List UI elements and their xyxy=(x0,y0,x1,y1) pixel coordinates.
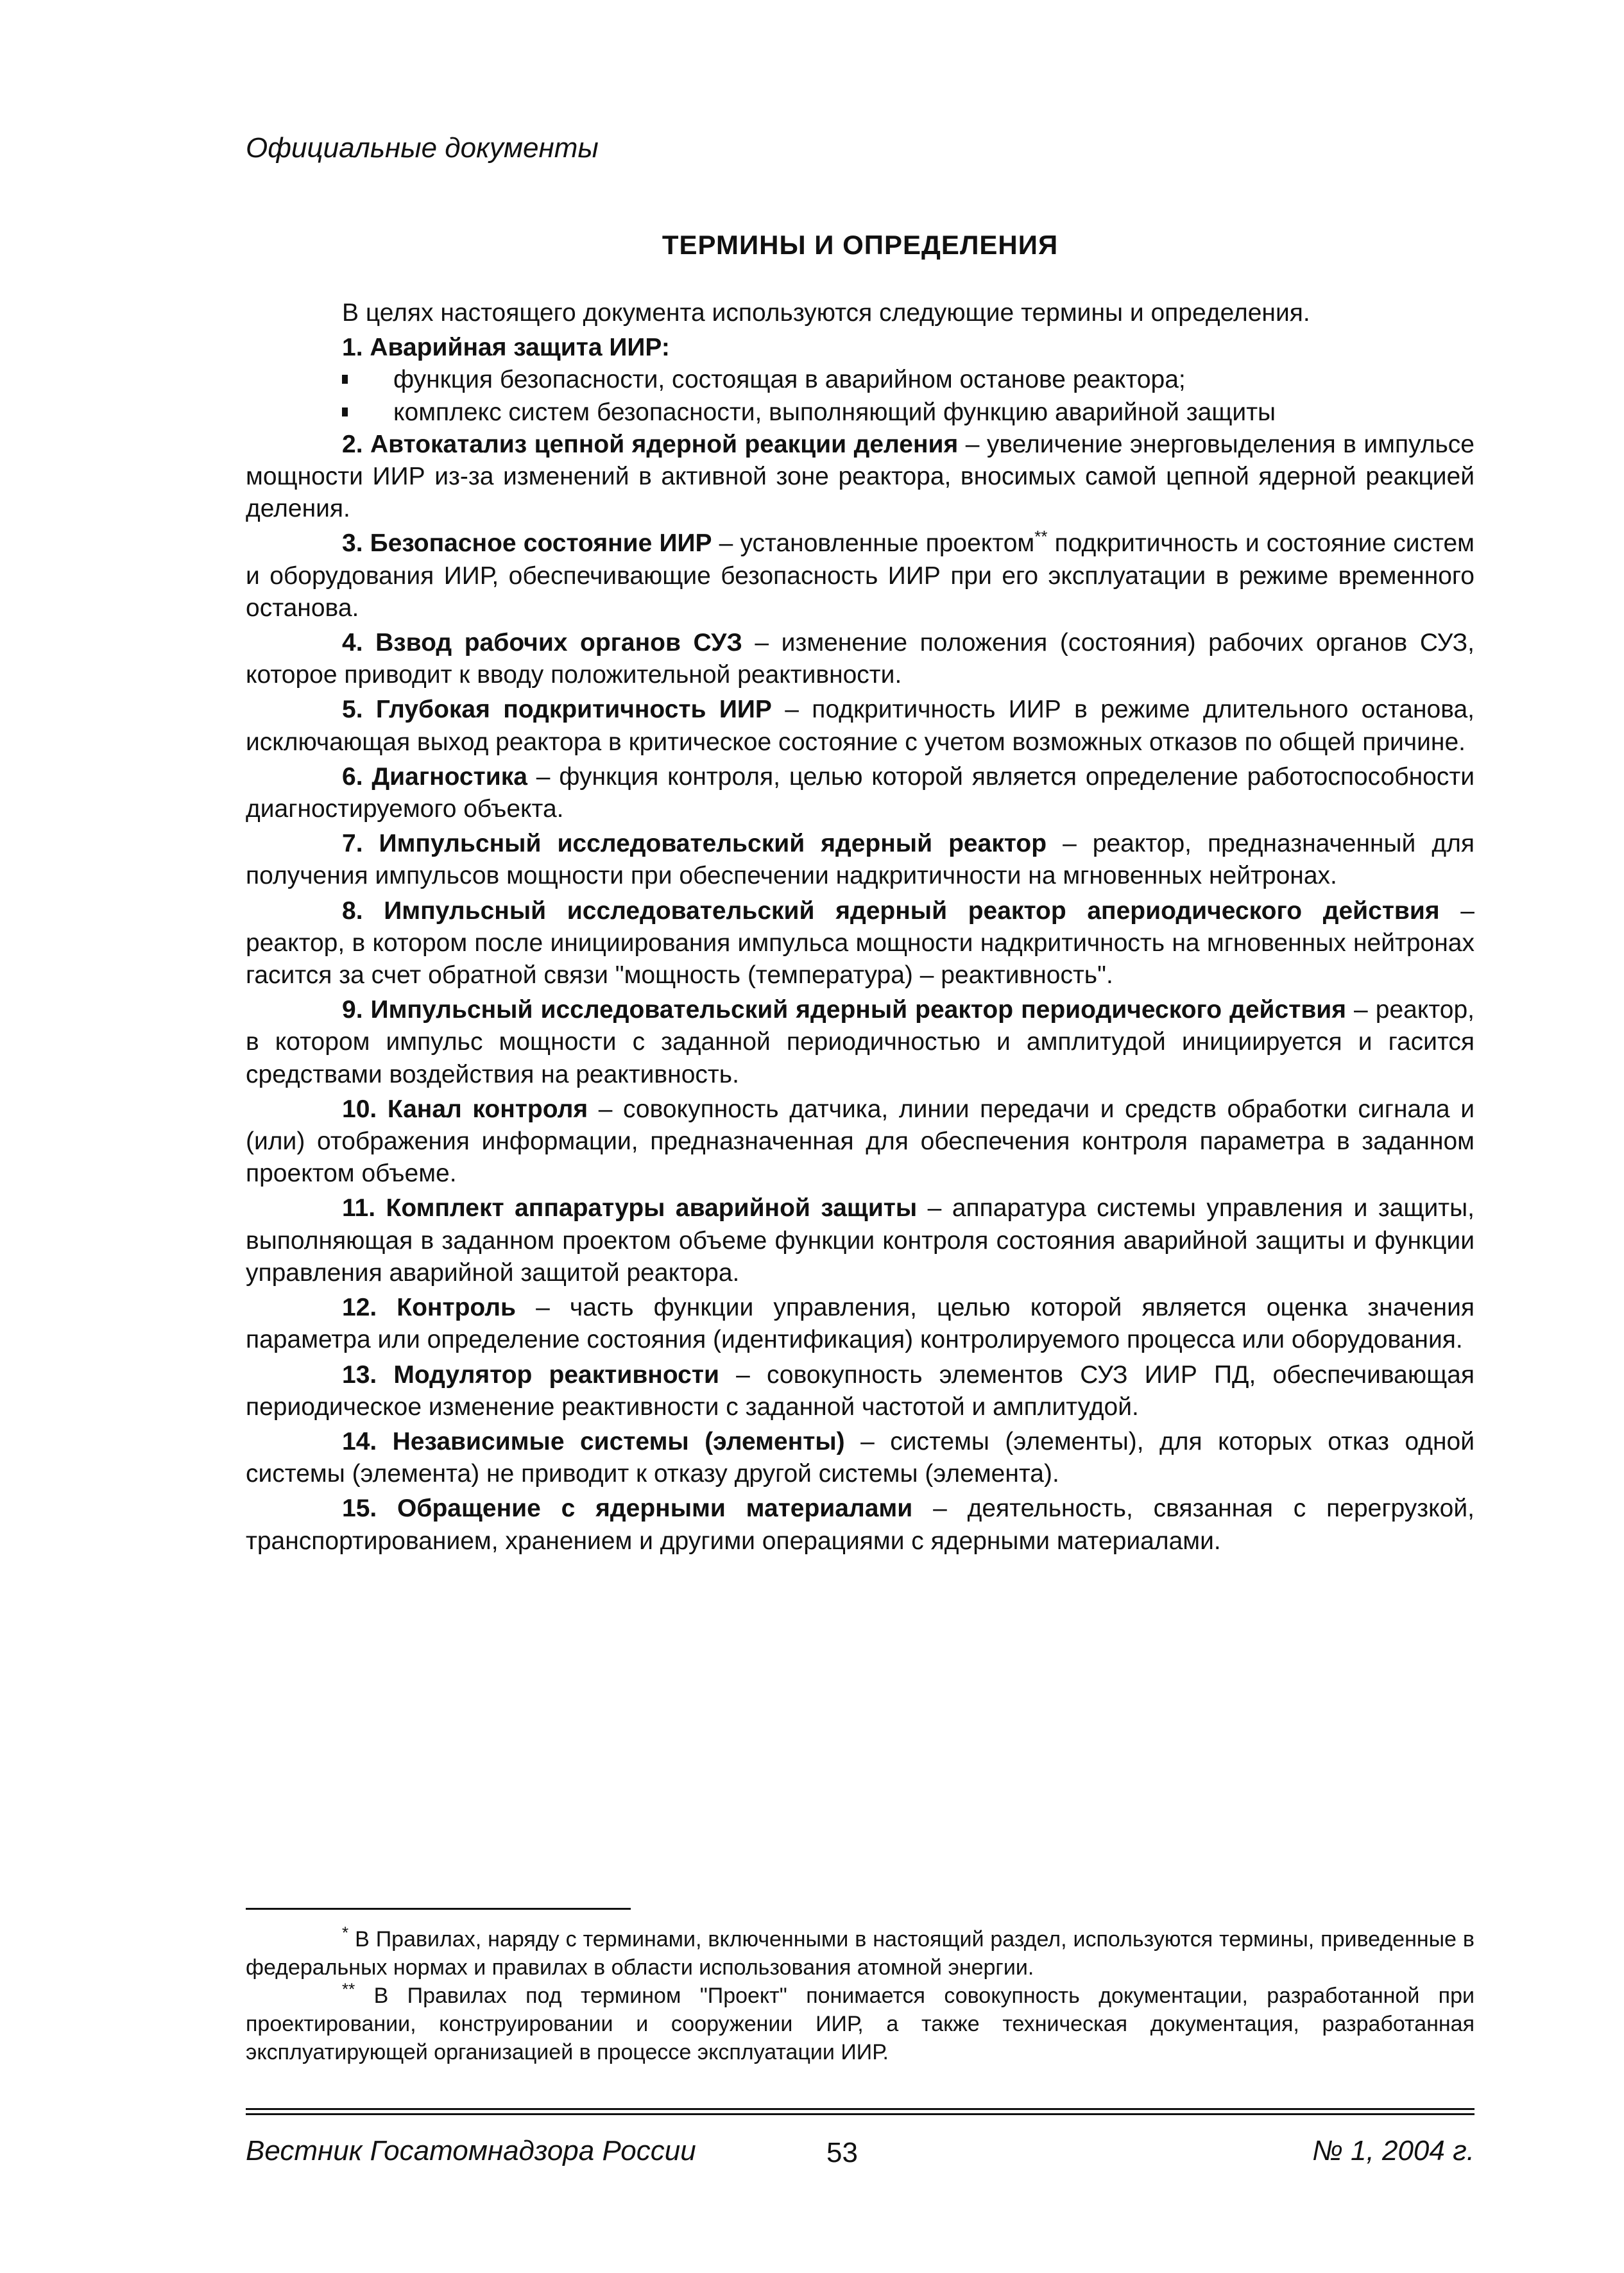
footer-issue: № 1, 2004 г. xyxy=(1312,2135,1474,2166)
square-bullet-icon xyxy=(342,375,348,384)
term-8 xyxy=(246,895,1474,992)
term-10-definition: – совокупность датчика, линии передачи и средств обработки сигнала и (или) отображения информации, предназначенная для обеспечения контроля параметра в заданном проектом объеме. xyxy=(246,1095,1475,1188)
footnote-1-text: В Правилах, наряду с терминами, включенными в настоящий раздел, используются термины, приведенные в федеральных нормах и правилах в области использования атомной энергии. xyxy=(246,1927,1474,1980)
page-title: ТЕРМИНЫ И ОПРЕДЕЛЕНИЯ xyxy=(662,230,1059,260)
term-3-title: 3. Безопасное состояние ИИР xyxy=(342,529,712,558)
term-6 xyxy=(246,761,1474,825)
footer-page-number: 53 xyxy=(826,2137,858,2168)
footer-divider-bottom xyxy=(246,2113,1474,2115)
square-bullet-icon xyxy=(342,407,348,416)
term-3 xyxy=(246,528,1474,624)
term-12-title: 12. Контроль xyxy=(342,1294,517,1322)
term-11 xyxy=(246,1192,1474,1289)
term-5-title: 5. Глубокая подкритичность ИИР xyxy=(342,696,772,724)
term-5-definition: – подкритичность ИИР в режиме длительного останова, исключающая выход реактора в критическое состояние с учетом возможных отказов по общей причине. xyxy=(246,696,1475,756)
term-13-definition: – совокупность элементов СУЗ ИИР ПД, обеспечивающая периодическое изменение реактивности с заданной частотой и амплитудой. xyxy=(246,1360,1474,1421)
section-header: Официальные документы xyxy=(246,132,599,164)
term-9-title: 9. Импульсный исследовательский ядерный реактор периодического действия xyxy=(342,996,1347,1024)
term-4 xyxy=(246,627,1474,691)
term-11-definition: – аппаратура системы управления и защиты, выполняющая в заданном проектом объеме функции контроля состояния аварийной защиты и функции управления аварийной защитой реактора. xyxy=(246,1194,1474,1287)
term-9 xyxy=(246,994,1474,1091)
term-8-title: 8. Импульсный исследовательский ядерный реактор апериодического действия xyxy=(342,896,1440,925)
term-11-title: 11. Комплект аппаратуры аварийной защиты xyxy=(342,1194,918,1222)
term-1-title: 1. Аварийная защита ИИР: xyxy=(342,334,670,362)
term-15 xyxy=(246,1493,1474,1557)
bullet-item: комплекс систем безопасности, выполняющий функцию аварийной защиты xyxy=(342,397,1474,429)
term-3-definition: – установленные проектом xyxy=(712,529,1035,558)
bullet-item: функция безопасности, состоящая в аварийном останове реактора; xyxy=(342,364,1474,396)
term-9-definition: – реактор, в котором импульс мощности с заданной периодичностью и амплитудой инициируется и гасится средствами воздействия на реактивность. xyxy=(246,996,1474,1088)
footnote-separator xyxy=(246,1908,631,1910)
term-4-definition: – изменение положения (состояния) рабочих органов СУЗ, которое приводит к вводу положительной реактивности. xyxy=(246,629,1474,689)
term-12-definition: – часть функции управления, целью которой является оценка значения параметра или определение состояния (идентификация) контролируемого процесса или оборудования. xyxy=(246,1294,1474,1354)
term-1-bullet-list xyxy=(246,364,1474,428)
term-6-definition: – функция контроля, целью которой является определение работоспособности диагностируемого объекта. xyxy=(246,762,1474,823)
term-1 xyxy=(246,332,1474,364)
document-body xyxy=(246,297,1474,1560)
term-7-definition: – реактор, предназначенный для получения импульсов мощности при обеспечении надкритичности на мгновенных нейтронах. xyxy=(246,830,1474,890)
footnotes xyxy=(246,1925,1474,2066)
footer-divider-top xyxy=(246,2108,1474,2110)
term-2-title: 2. Автокатализ цепной ядерной реакции деления xyxy=(342,430,959,458)
term-3-definition-cont: подкритичность и состояние систем и оборудования ИИР, обеспечивающие безопасность ИИР при его эксплуатации в режиме временного останова. xyxy=(246,529,1474,622)
term-7-title: 7. Импульсный исследовательский ядерный реактор xyxy=(342,830,1047,858)
term-10 xyxy=(246,1094,1474,1190)
term-10-title: 10. Канал контроля xyxy=(342,1095,588,1123)
term-14-title: 14. Независимые системы (элементы) xyxy=(342,1427,845,1455)
term-12 xyxy=(246,1292,1474,1356)
term-2 xyxy=(246,429,1474,526)
intro-paragraph: В целях настоящего документа используются следующие термины и определения. xyxy=(342,299,1310,327)
term-13-title: 13. Модулятор реактивности xyxy=(342,1360,719,1389)
document-page xyxy=(246,0,1474,2273)
term-14-definition: – системы (элементы), для которых отказ одной системы (элемента) не приводит к отказу другой системы (элемента). xyxy=(246,1427,1474,1488)
term-13 xyxy=(246,1359,1474,1423)
footnote-ref: ** xyxy=(1034,527,1048,547)
term-14 xyxy=(246,1426,1474,1490)
term-4-title: 4. Взвод рабочих органов СУЗ xyxy=(342,629,742,657)
footnote-2-text: В Правилах под термином "Проект" понимается совокупность документации, разработанной при проектировании, конструировании и сооружении ИИР, а также техническая документация, разработанная эксплуатирующей организацией в процессе эксплуатации ИИР. xyxy=(246,1984,1474,2064)
term-2-definition: – увеличение энерговыделения в импульсе мощности ИИР из-за изменений в активной зоне реактора, вносимых самой цепной ядерной реакцией деления. xyxy=(246,430,1474,523)
term-6-title: 6. Диагностика xyxy=(342,762,527,791)
footnote-2-mark: ** xyxy=(342,1979,355,1999)
term-7 xyxy=(246,828,1474,892)
term-15-definition: – деятельность, связанная с перегрузкой, транспортированием, хранением и другими операциями с ядерными материалами. xyxy=(246,1495,1474,1555)
term-5 xyxy=(246,694,1474,758)
footnote-2 xyxy=(246,1979,1474,2066)
term-8-definition: – реактор, в котором после инициирования импульса мощности надкритичность на мгновенных нейтронах гасится за счет обратной связи "мощность (температура) – реактивность". xyxy=(246,896,1474,990)
footnote-1-mark: * xyxy=(342,1923,349,1943)
footer-journal-name: Вестник Госатомнадзора России xyxy=(246,2135,696,2166)
footnote-1 xyxy=(246,1925,1474,1982)
term-15-title: 15. Обращение с ядерными материалами xyxy=(342,1495,913,1523)
